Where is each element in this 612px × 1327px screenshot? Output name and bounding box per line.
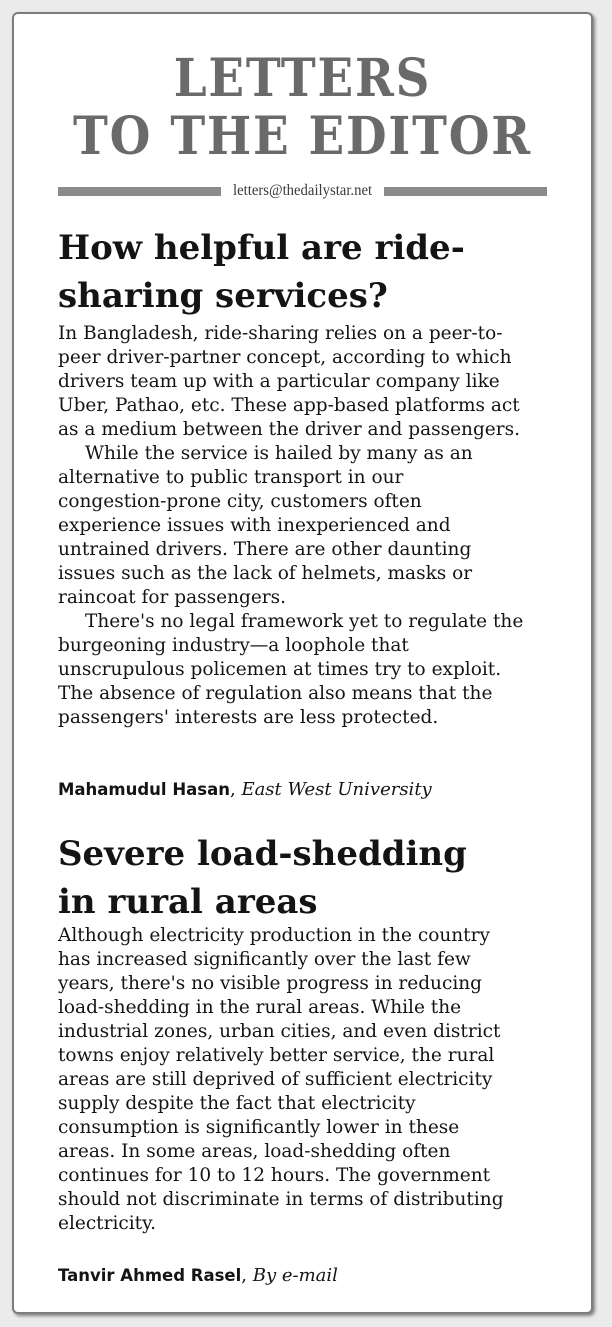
editor-email: letters@thedailystar.net (232, 182, 373, 199)
body-line: While the service is hailed by many as an (85, 443, 473, 464)
headline-line: Severe load-shedding (58, 834, 467, 874)
body-line: as a medium between the driver and passengers. (58, 419, 520, 440)
body-line: consumption is significantly lower in these (58, 1117, 460, 1138)
body-line: burgeoning industry—a loophole that (58, 635, 409, 656)
letter-2-body (58, 924, 578, 1236)
letters-page (12, 12, 593, 1314)
body-line: issues such as the lack of helmets, masks or (58, 563, 473, 584)
body-line: areas are still deprived of sufficient electricity (58, 1069, 493, 1090)
body-line: industrial zones, urban cities, and even district (58, 1021, 501, 1042)
letter-1-body (58, 322, 578, 730)
body-line: years, there's no visible progress in reducing (58, 973, 483, 994)
author-name: Tanvir Ahmed Rasel (58, 1266, 242, 1285)
body-line: alternative to public transport in our (58, 467, 404, 488)
body-line: peer driver-partner concept, according to which (58, 347, 512, 368)
body-line: has increased significantly over the last few (58, 949, 471, 970)
body-line: The absence of regulation also means that the (58, 683, 493, 704)
letter-1-headline (58, 224, 568, 320)
body-line: untrained drivers. There are other daunting (58, 539, 472, 560)
body-line: towns enjoy relatively better service, the rural (58, 1045, 495, 1066)
email-banner (58, 181, 547, 201)
body-line: unscrupulous policemen at times try to exploit. (58, 659, 502, 680)
author-affiliation: East West University (241, 779, 432, 800)
body-line: Although electricity production in the country (58, 925, 490, 946)
body-line: drivers team up with a particular company like (58, 371, 500, 392)
body-line: There's no legal framework yet to regulate the (85, 611, 524, 632)
body-line: congestion-prone city, customers often (58, 491, 422, 512)
headline-line: sharing services? (58, 276, 388, 316)
author-name: Mahamudul Hasan (58, 780, 230, 799)
body-line: areas. In some areas, load-shedding often (58, 1141, 451, 1162)
letter-1-signature (58, 778, 432, 802)
headline-line: How helpful are ride- (58, 228, 465, 268)
right-rule (384, 187, 547, 196)
left-rule (58, 187, 221, 196)
headline-line: in rural areas (58, 882, 318, 922)
body-line: passengers' interests are less protected. (58, 707, 439, 728)
author-affiliation: By e-mail (252, 1265, 338, 1286)
letter-2-signature (58, 1264, 338, 1288)
body-line: experience issues with inexperienced and (58, 515, 451, 536)
masthead-line-2: TO THE EDITOR (73, 106, 532, 167)
body-line: should not discriminate in terms of distributing (58, 1189, 504, 1210)
masthead-line-1: LETTERS (173, 48, 432, 109)
letter-2-headline (58, 830, 568, 926)
signature-comma: , (241, 1265, 253, 1286)
body-line: raincoat for passengers. (58, 587, 286, 608)
body-line: Uber, Pathao, etc. These app-based platforms act (58, 395, 520, 416)
body-line: supply despite the fact that electricity (58, 1093, 416, 1114)
body-line: In Bangladesh, ride-sharing relies on a peer-to- (58, 323, 503, 344)
masthead-title (43, 50, 562, 166)
body-line: electricity. (58, 1213, 156, 1234)
body-line: continues for 10 to 12 hours. The government (58, 1165, 491, 1186)
body-line: load-shedding in the rural areas. While the (58, 997, 462, 1018)
signature-comma: , (229, 779, 242, 800)
